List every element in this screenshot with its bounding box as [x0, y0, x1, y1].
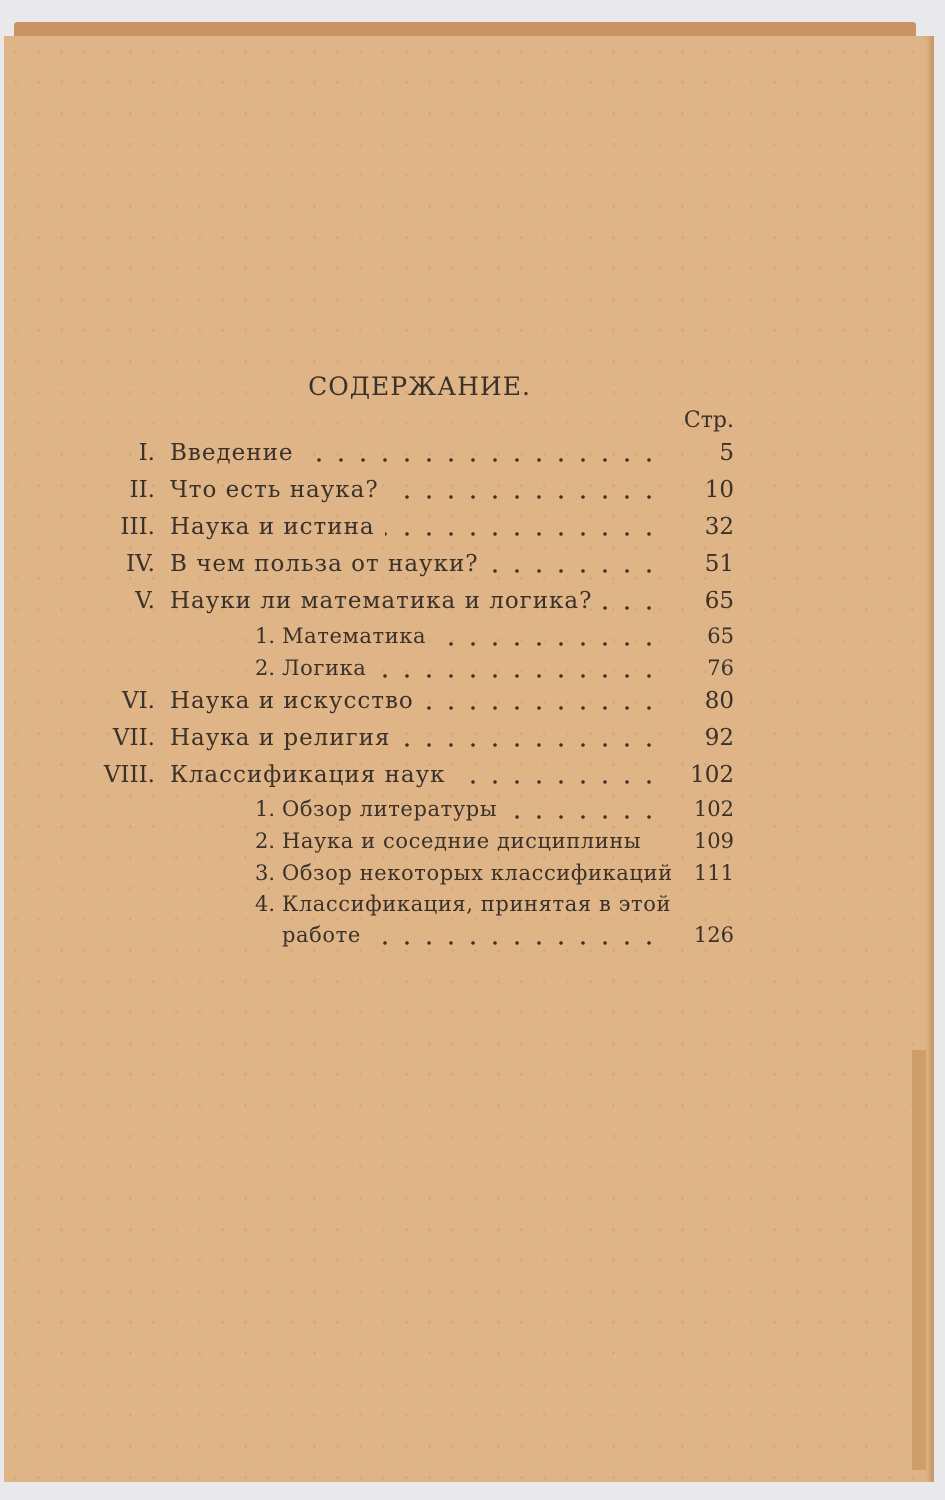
- entry-page: 126: [693, 923, 734, 947]
- book-page: [4, 36, 934, 1482]
- entry-title: работе: [282, 923, 361, 947]
- entry-title: Наука и истина: [170, 514, 375, 540]
- page-column-label: Стр.: [683, 408, 734, 433]
- page-title: [0, 372, 945, 401]
- entry-number: 3.: [254, 861, 275, 885]
- entry-page: 76: [707, 656, 734, 680]
- dot-leader: [489, 569, 660, 573]
- dot-leader: [376, 674, 660, 678]
- toc-entry: [0, 892, 945, 922]
- entry-number: I.: [138, 440, 155, 466]
- entry-page: 65: [704, 588, 734, 614]
- toc-entry: [0, 624, 945, 654]
- toc-entry: [0, 514, 945, 544]
- entry-title: Классификация наук: [170, 762, 446, 788]
- entry-title: Обзор некоторых классификаций: [282, 861, 673, 885]
- entry-number: VI.: [121, 688, 155, 714]
- dot-leader: [304, 458, 660, 462]
- entry-title: Обзор литературы: [282, 797, 498, 821]
- entry-page: 10: [704, 477, 734, 503]
- entry-page: 111: [693, 861, 734, 885]
- toc-entry: [0, 477, 945, 507]
- entry-title: Наука и искусство: [170, 688, 414, 714]
- entry-title: Науки ли математика и логика?: [170, 588, 593, 614]
- toc-entry: [0, 923, 945, 953]
- page-edge-shadow: [912, 1050, 926, 1470]
- toc-entry: [0, 725, 945, 755]
- heading-text: СОДЕРЖАНИЕ.: [308, 372, 531, 401]
- entry-title: Математика: [282, 624, 427, 648]
- dot-leader: [389, 495, 660, 499]
- dot-leader: [424, 706, 660, 710]
- toc-entry: [0, 861, 945, 891]
- dot-leader: [456, 780, 660, 784]
- toc-entry: [0, 829, 945, 859]
- dot-leader: [371, 941, 660, 945]
- entry-page: 80: [704, 688, 734, 714]
- dot-leader: [436, 642, 660, 646]
- entry-number: IV.: [126, 551, 155, 577]
- toc-entry: [0, 688, 945, 718]
- entry-page: 5: [719, 440, 734, 466]
- entry-page: 32: [704, 514, 734, 540]
- dot-leader: [602, 606, 660, 610]
- entry-title: В чем польза от науки?: [170, 551, 479, 577]
- entry-number: 2.: [254, 656, 275, 680]
- toc-entry: [0, 656, 945, 686]
- toc-entry: [0, 797, 945, 827]
- dot-leader: [651, 847, 660, 851]
- entry-number: VII.: [112, 725, 155, 751]
- entry-page: 92: [704, 725, 734, 751]
- entry-title: Логика: [282, 656, 367, 680]
- entry-title: Наука и соседние дисциплины: [282, 829, 642, 853]
- entry-number: III.: [120, 514, 155, 540]
- dot-leader: [401, 743, 660, 747]
- dot-leader: [385, 532, 660, 536]
- entry-page: 51: [704, 551, 734, 577]
- toc-entry: [0, 551, 945, 581]
- entry-title: Что есть наука?: [170, 477, 379, 503]
- entry-number: V.: [135, 588, 155, 614]
- entry-number: II.: [129, 477, 155, 503]
- entry-number: 1.: [254, 797, 275, 821]
- toc-entry: [0, 440, 945, 470]
- entry-title: Классификация, принятая в этой: [282, 892, 672, 916]
- entry-number: VIII.: [103, 762, 155, 788]
- entry-title: Наука и религия: [170, 725, 391, 751]
- entry-page: 65: [707, 624, 734, 648]
- dot-leader: [507, 815, 660, 819]
- entry-number: 2.: [254, 829, 275, 853]
- toc-entry: [0, 588, 945, 618]
- entry-page: 109: [693, 829, 734, 853]
- entry-number: 1.: [254, 624, 275, 648]
- toc-entry: [0, 762, 945, 792]
- entry-page: 102: [690, 762, 734, 788]
- entry-page: 102: [693, 797, 734, 821]
- entry-number: 4.: [254, 892, 275, 916]
- entry-title: Введение: [170, 440, 294, 466]
